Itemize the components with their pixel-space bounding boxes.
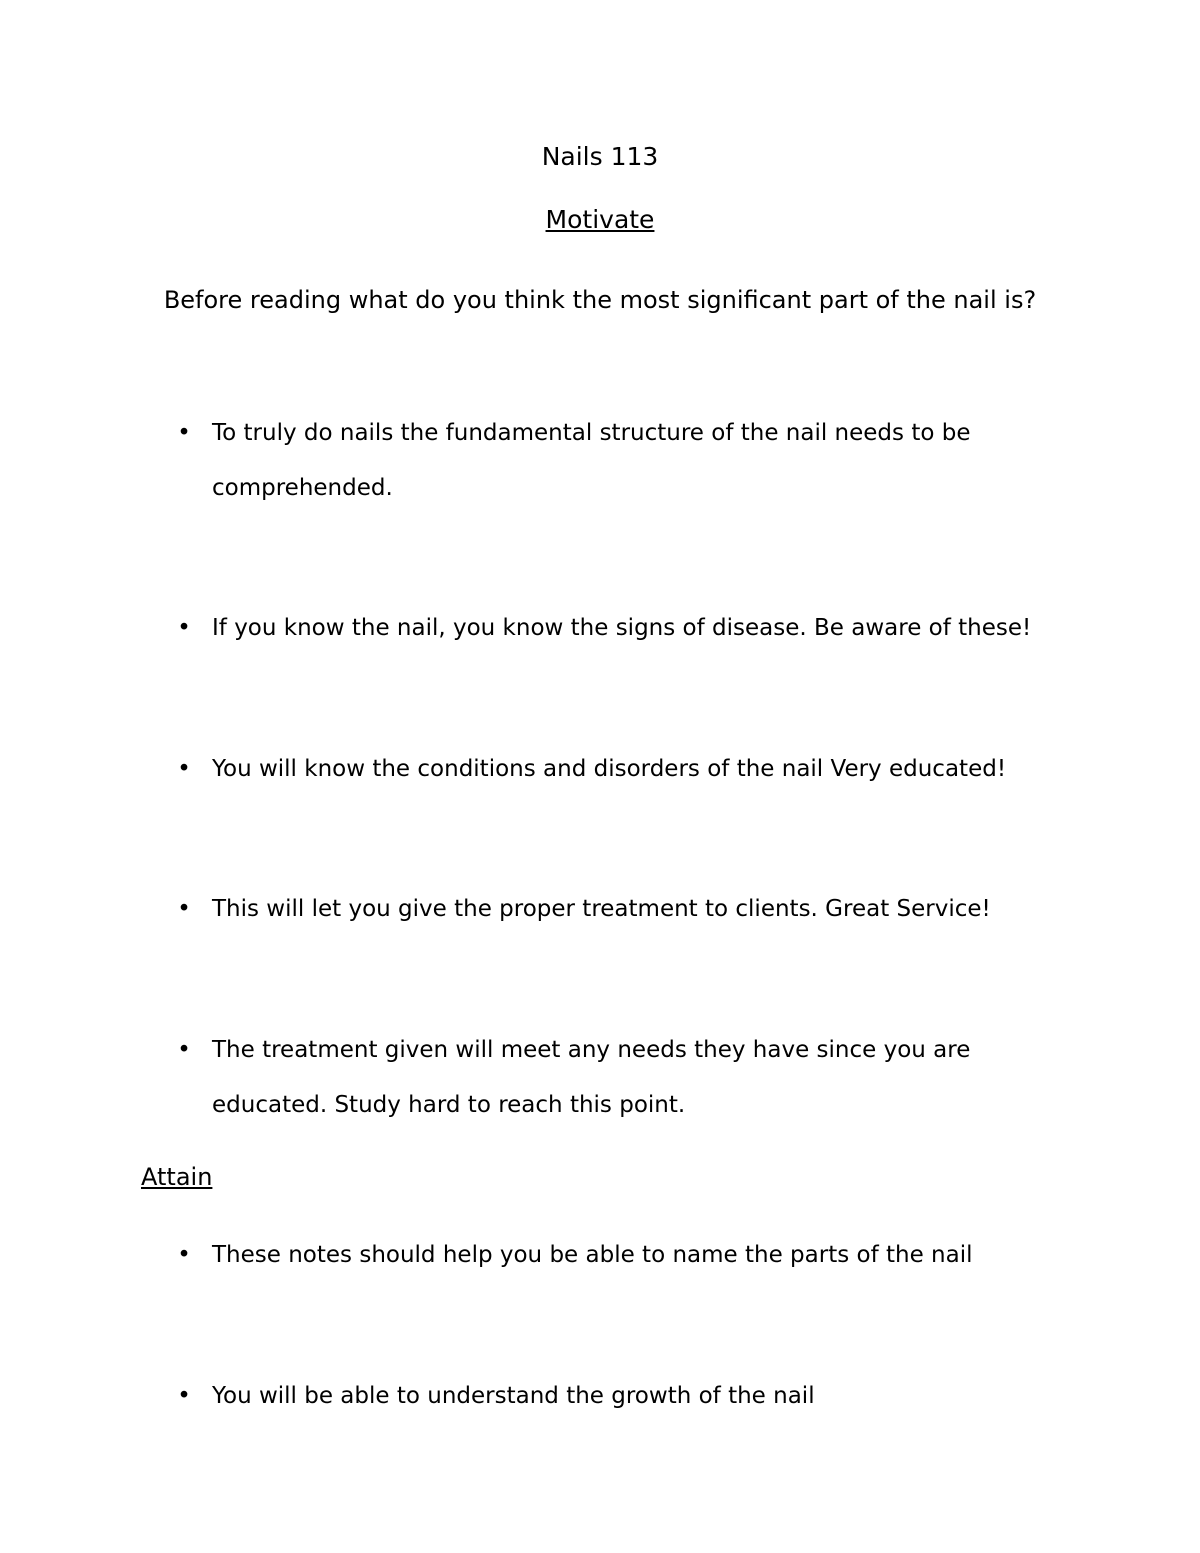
list-item: [177, 406, 1072, 516]
document-title: Nails 113: [541, 142, 659, 171]
list-item: [177, 882, 1072, 937]
list-item: [177, 1228, 1072, 1283]
list-item-text: This will let you give the proper treatment to clients. Great Service!: [212, 896, 991, 922]
list-item-text: You will be able to understand the growth of the nail: [212, 1383, 815, 1409]
list-item-text: These notes should help you be able to name the parts of the nail: [212, 1242, 973, 1268]
list-item: [177, 1369, 1072, 1424]
list-item: [177, 1023, 1072, 1133]
list-item-text: The treatment given will meet any needs they have since you are educated. Study hard to reach this point.: [212, 1037, 971, 1118]
bullet-icon: •: [177, 1383, 191, 1409]
bullet-icon: •: [177, 1037, 191, 1063]
list-item: [177, 742, 1072, 797]
list-item-text: If you know the nail, you know the signs of disease. Be aware of these!: [212, 615, 1032, 641]
bullet-icon: •: [177, 756, 191, 782]
bullet-icon: •: [177, 896, 191, 922]
list-item-text: You will know the conditions and disorders of the nail Very educated!: [212, 756, 1007, 782]
bullet-icon: •: [177, 615, 191, 641]
bullet-icon: •: [177, 1242, 191, 1268]
list-item: [177, 601, 1072, 656]
motivate-heading: Motivate: [545, 205, 655, 234]
bullet-icon: •: [177, 420, 191, 446]
attain-heading: Attain: [141, 1163, 213, 1191]
list-item-text: To truly do nails the fundamental structure of the nail needs to be comprehended.: [212, 420, 971, 501]
motivate-question: Before reading what do you think the most significant part of the nail is?: [163, 286, 1037, 314]
